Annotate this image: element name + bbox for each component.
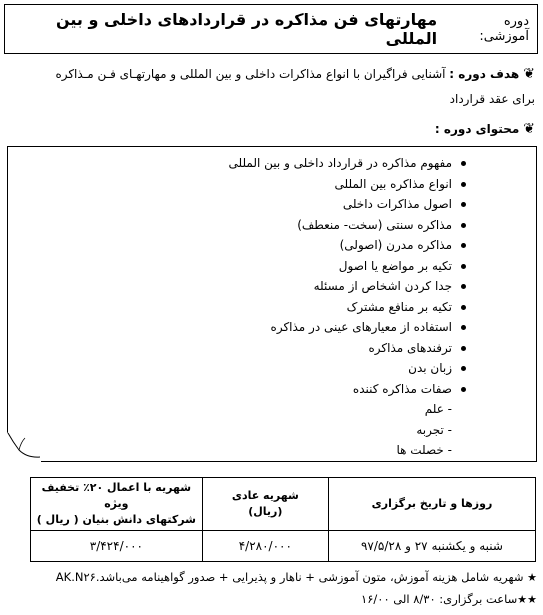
cell-regular-fee: ۴/۲۸۰/۰۰۰ [202, 531, 328, 562]
list-item: مفهوم مذاکره در قرارداد داخلی و بین المللی [228, 153, 466, 174]
cell-discount-fee: ۳/۴۲۴/۰۰۰ [31, 531, 203, 562]
course-content-label: محتوای دوره : [434, 122, 520, 136]
list-item: تکیه بر منافع مشترک [228, 297, 466, 318]
list-item: مذاکره سنتی (سخت- منعطف) [228, 215, 466, 236]
course-title-prefix: دوره آموزشی: [479, 14, 529, 44]
time-note-text: ساعت برگزاری: ۸/۳۰ الی ۱۶/۰۰ [361, 592, 518, 606]
list-item: تکیه بر مواضع یا اصول [228, 256, 466, 277]
list-item: جدا کردن اشخاص از مسئله [228, 276, 466, 297]
course-goal-text: آشنایی فراگیران با انواع مذاکرات داخلی و بین المللی و مهارتهـای فـن مـذاکره [55, 67, 446, 81]
discount-fee-header-line2: شرکتهای دانش بنیان ( ریال ) [36, 513, 196, 526]
sub-list-item: - خصلت ها [396, 443, 452, 457]
course-title-box [4, 4, 538, 54]
double-star-icon: ★★ [517, 593, 537, 606]
discount-fee-header-line1: شهریه با اعمال ۲۰٪ تخفیف ویژه [41, 481, 192, 510]
course-goal-line [55, 66, 535, 82]
course-goal-label: هدف دوره : [449, 67, 520, 81]
course-content-heading [435, 121, 535, 137]
list-item: اصول مذاکرات داخلی [228, 194, 466, 215]
course-content-list [228, 153, 466, 461]
list-item: استفاده از معیارهای عینی در مذاکره [228, 317, 466, 338]
regular-fee-header-line1: شهریه عادی [231, 489, 299, 502]
list-item: انواع مذاکره بین المللی [228, 174, 466, 195]
sub-list-item: - تجربه [416, 422, 452, 437]
course-title: مهارتهای فن مذاکره در قراردادهای داخلی و بین المللی [55, 10, 438, 48]
column-header-date: روزها و تاریخ برگزاری [328, 478, 535, 531]
fee-note [56, 570, 537, 584]
column-header-regular-fee [202, 478, 328, 531]
list-item: صفات مذاکره کننده [228, 379, 466, 400]
sub-list-item: - علم [424, 402, 452, 416]
list-item: ترفندهای مذاکره [228, 338, 466, 359]
list-item: مذاکره مدرن (اصولی) [228, 235, 466, 256]
regular-fee-header-line2: (ریال) [248, 505, 283, 518]
table-row [31, 531, 536, 562]
leaf-ornament-icon: ❦ [523, 121, 535, 137]
page-curl-corner [7, 432, 41, 462]
cell-date: شنبه و یکشنبه ۲۷ و ۹۷/۵/۲۸ [328, 531, 535, 562]
fee-table [30, 477, 536, 562]
star-icon: ★ [527, 571, 537, 584]
time-note [361, 592, 537, 606]
course-goal-line-2: برای عقد قرارداد [449, 92, 535, 106]
table-header-row [31, 478, 536, 531]
list-item: زبان بدن [228, 358, 466, 379]
fee-note-text: شهریه شامل هزینه آموزش، متون آموزشی + ناهار و پذیرایی + صدور گواهینامه می‌باشد.AK.N۲۶ [55, 570, 524, 584]
leaf-ornament-icon: ❦ [523, 66, 535, 82]
course-content-box [7, 146, 537, 462]
column-header-discount-fee [31, 478, 203, 531]
